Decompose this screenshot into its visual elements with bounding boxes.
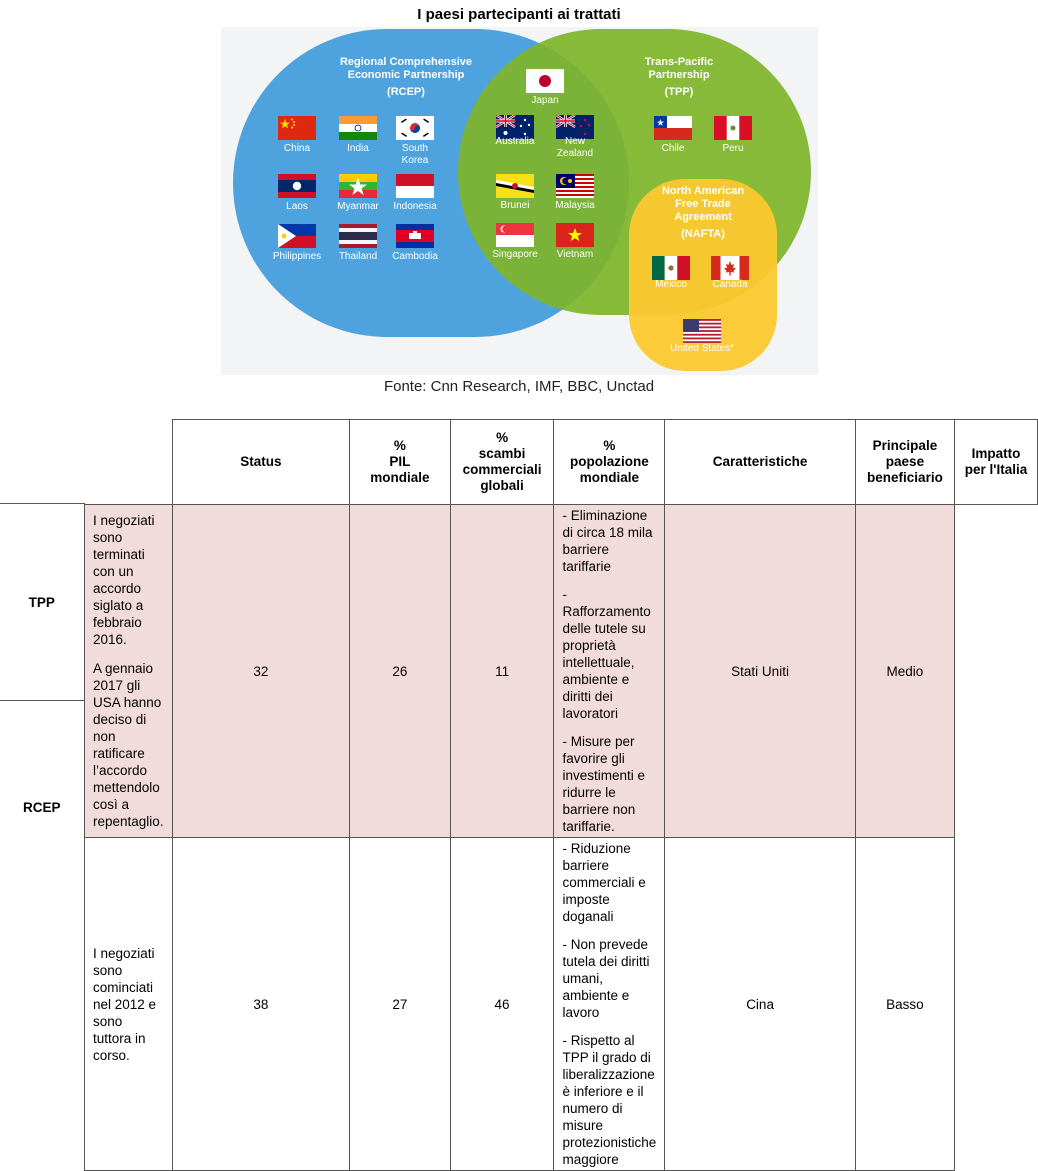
country-mexico: Mexico — [655, 279, 687, 290]
country-myanmar: Myanmar — [337, 201, 379, 212]
feature-item: - Rafforzamento delle tutele su proprietà intellettuale, ambiente e diritti dei lavoratori — [562, 587, 651, 721]
mexico-flag-icon — [652, 256, 690, 280]
comparison-table — [84, 419, 1038, 1171]
header-line: paese — [885, 454, 925, 469]
popolazione-cell: 46 — [450, 838, 554, 1171]
feature-item: - Eliminazione di circa 18 mila barriere tariffarie — [562, 508, 653, 574]
header-line: % — [496, 430, 509, 445]
table-row — [85, 505, 1038, 838]
header-line: Principale — [872, 438, 938, 453]
country-japan: Japan — [531, 95, 559, 106]
header-line: % — [603, 438, 616, 453]
nafta-label-line: North American — [661, 185, 745, 197]
thailand-flag-icon — [339, 224, 377, 248]
country-malaysia: Malaysia — [555, 200, 595, 211]
indonesia-flag-icon — [396, 174, 434, 198]
status-paragraph: I negoziati sono terminati con un accordo siglato a febbraio 2016. — [93, 513, 155, 647]
beneficiario-cell: Cina — [665, 838, 856, 1171]
country-new-zealand — [540, 136, 610, 160]
rcep-label-abbr: (RCEP) — [387, 86, 425, 98]
row-label-column — [0, 419, 85, 913]
vietnam-flag-icon — [556, 223, 594, 247]
header-status: Status — [172, 420, 350, 505]
caratteristiche-cell — [554, 505, 665, 838]
table-row — [85, 838, 1038, 1171]
header-spacer — [85, 420, 173, 505]
tpp-label-line: Partnership — [648, 69, 710, 81]
header-impatto — [955, 420, 1038, 505]
row-label-spacer — [0, 419, 84, 504]
china-flag-icon — [278, 116, 316, 140]
feature-item: - Riduzione barriere commerciali e imposte doganali — [562, 841, 646, 924]
singapore-flag-icon — [496, 223, 534, 247]
country-chile: Chile — [661, 143, 685, 154]
nafta-label-line: Agreement — [674, 211, 732, 223]
header-line: mondiale — [370, 470, 430, 485]
pil-cell: 38 — [172, 838, 350, 1171]
tpp-label-line: Trans-Pacific — [644, 56, 714, 68]
table-header-row — [85, 420, 1038, 505]
tpp-label-abbr: (TPP) — [664, 86, 694, 98]
country-vietnam: Vietnam — [556, 249, 594, 260]
header-line: mondiale — [579, 470, 639, 485]
rcep-label — [306, 56, 506, 99]
country-australia: Australia — [495, 136, 535, 147]
tpp-label — [614, 56, 744, 99]
brunei-flag-icon — [496, 174, 534, 198]
country-united-states: United States* — [670, 343, 734, 354]
feature-item: - Misure per favorire gli investimenti e ridurre le barriere non tariffarie. — [562, 734, 646, 834]
country-indonesia: Indonesia — [393, 201, 437, 212]
philippines-flag-icon — [278, 224, 316, 248]
country-south-korea — [380, 143, 450, 167]
header-scambi — [450, 420, 554, 505]
country-singapore: Singapore — [492, 249, 538, 260]
header-beneficiario — [855, 420, 954, 505]
rcep-label-line: Economic Partnership — [347, 69, 465, 81]
header-line: scambi — [478, 446, 526, 461]
impatto-cell: Basso — [855, 838, 954, 1171]
country-philippines: Philippines — [272, 251, 322, 262]
country-name-line: Zealand — [556, 148, 594, 159]
pil-cell: 32 — [172, 505, 350, 838]
country-name-line: South — [401, 143, 429, 154]
header-caratteristiche: Caratteristiche — [665, 420, 856, 505]
scambi-cell: 27 — [350, 838, 451, 1171]
status-paragraph: I negoziati sono cominciati nel 2012 e sono tuttora in corso. — [93, 945, 157, 1063]
nafta-label — [633, 185, 773, 241]
united-states-flag-icon — [683, 319, 721, 343]
feature-item: - Non prevede tutela dei diritti umani, ambiente e lavoro — [562, 937, 650, 1020]
country-india: India — [347, 143, 369, 154]
rcep-label-line: Regional Comprehensive — [339, 56, 473, 68]
feature-item: - Rispetto al TPP il grado di liberalizzazione è inferiore e il numero di misure protezionistiche maggiore — [562, 1033, 657, 1167]
south-korea-flag-icon — [396, 116, 434, 140]
chile-flag-icon — [654, 116, 692, 140]
row-label-rcep: RCEP — [0, 701, 84, 914]
nafta-label-abbr: (NAFTA) — [681, 228, 725, 240]
header-line: Impatto — [971, 446, 1021, 461]
country-thailand: Thailand — [338, 251, 378, 262]
header-line: commerciali — [462, 462, 542, 477]
figure-title: I paesi partecipanti ai trattati — [417, 6, 621, 23]
country-cambodia: Cambodia — [392, 251, 438, 262]
japan-flag-icon — [526, 69, 564, 93]
header-line: % — [393, 438, 406, 453]
header-popolazione — [554, 420, 665, 505]
country-brunei: Brunei — [500, 200, 530, 211]
venn-diagram — [221, 27, 818, 375]
popolazione-cell: 11 — [450, 505, 554, 838]
country-name-line: Korea — [401, 155, 429, 166]
myanmar-flag-icon — [339, 174, 377, 198]
nafta-label-line: Free Trade — [675, 198, 731, 210]
status-paragraph: A gennaio 2017 gli USA hanno deciso di non ratificare l’accordo mettendolo così a repentaglio. — [93, 661, 164, 829]
india-flag-icon — [339, 116, 377, 140]
header-line: beneficiario — [867, 470, 943, 485]
country-peru: Peru — [722, 143, 744, 154]
peru-flag-icon — [714, 116, 752, 140]
country-canada: Canada — [712, 279, 748, 290]
country-china: China — [283, 143, 311, 154]
malaysia-flag-icon — [556, 174, 594, 198]
laos-flag-icon — [278, 174, 316, 198]
beneficiario-cell: Stati Uniti — [665, 505, 856, 838]
figure-source: Fonte: Cnn Research, IMF, BBC, Unctad — [383, 378, 655, 395]
row-label-tpp: TPP — [0, 504, 84, 701]
impatto-cell: Medio — [855, 505, 954, 838]
header-line: popolazione — [569, 454, 649, 469]
header-pil — [350, 420, 451, 505]
country-name-line: New — [564, 136, 585, 147]
status-cell — [85, 505, 173, 838]
header-line: PIL — [389, 454, 411, 469]
status-cell — [85, 838, 173, 1171]
country-laos: Laos — [286, 201, 308, 212]
canada-flag-icon — [711, 256, 749, 280]
scambi-cell: 26 — [350, 505, 451, 838]
header-line: per l'Italia — [964, 462, 1028, 477]
cambodia-flag-icon — [396, 224, 434, 248]
header-line: globali — [480, 478, 524, 493]
caratteristiche-cell — [554, 838, 665, 1171]
